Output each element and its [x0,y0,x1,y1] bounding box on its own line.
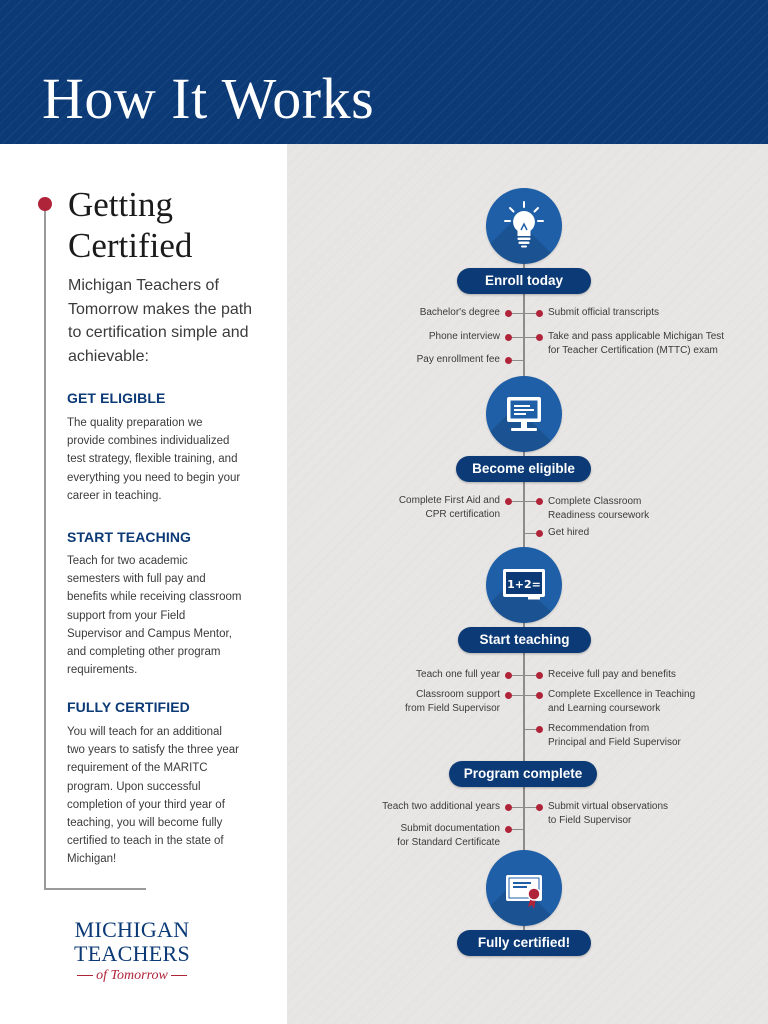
step-program-complete: Program complete [449,761,597,787]
item-two-years: Teach two additional years [382,801,500,812]
brand-logo [66,918,198,984]
item-transcripts: Submit official transcripts [548,307,659,318]
page-title: How It Works [42,66,375,131]
item-fee: Pay enrollment fee [416,354,500,365]
bullet-dot [536,672,543,679]
step-become-eligible: Become eligible [456,456,591,482]
item-recommendation: Recommendation from Principal and Field Supervisor [548,723,681,748]
logo-line-1: MICHIGAN [74,917,190,942]
bullet-dot [505,310,512,317]
item-documentation: Submit documentation for Standard Certificate [397,823,500,848]
chalkboard-icon [486,547,562,623]
side-rule [44,205,46,890]
item-mttc: Take and pass applicable Michigan Test for Teacher Certification (MTTC) exam [548,331,725,356]
item-phone: Phone interview [428,331,500,342]
certificate-icon [486,850,562,926]
computer-monitor-icon [486,376,562,452]
item-first-aid: Complete First Aid and CPR certification [398,495,500,520]
item-bachelors: Bachelor's degree [419,307,500,318]
start-teaching-title: START TEACHING [67,529,192,545]
fully-certified-title: FULLY CERTIFIED [67,699,190,715]
bullet-dot [505,357,512,364]
bullet-dot [536,804,543,811]
logo-line-3: of Tomorrow [66,968,198,984]
bullet-dot [536,726,543,733]
step-fully-certified: Fully certified! [457,930,591,956]
bullet-dot [505,826,512,833]
section-heading [68,184,268,266]
bullet-dot [536,530,543,537]
step-start-teaching: Start teaching [458,627,591,653]
item-excellence: Complete Excellence in Teaching and Learning coursework [548,689,696,714]
start-teaching-body: Teach for two academic semesters with full pay and benefits while receiving classroom support from your Field Supervisor and Campus Mentor, and completing other program requirements. [67,555,242,677]
page-header [0,0,768,144]
get-eligible-body: The quality preparation we provide combines individualized test strategy, flexible training, and everything you need to begin your career in teaching. [67,417,241,502]
item-get-hired: Get hired [548,527,590,538]
bullet-dot [536,310,543,317]
bullet-dot [536,692,543,699]
fully-certified-body: You will teach for an additional two years to satisfy the three year requirement of the MARITC program. Upon successful completion of your third year of teaching, you will become fully certified to teach in the state of Michigan! [67,726,239,866]
bullet-dot [505,692,512,699]
bullet-dot [505,498,512,505]
bullet-dot [536,334,543,341]
side-rule-foot [44,888,146,890]
heading-line-1: Getting [68,185,173,224]
item-classroom-support: Classroom support from Field Supervisor [404,689,500,714]
intro-text: Michigan Teachers of Tomorrow makes the path to certification simple and achievable: [68,277,253,365]
bullet-dot [505,804,512,811]
item-full-pay: Receive full pay and benefits [548,669,676,680]
get-eligible-title: GET ELIGIBLE [67,390,166,406]
side-bullet [38,197,52,211]
bullet-dot [505,672,512,679]
bullet-dot [536,498,543,505]
lightbulb-icon [486,188,562,264]
logo-line-2: TEACHERS [73,941,191,966]
svg-text:1+2=: 1+2= [507,578,541,591]
heading-line-2: Certified [68,226,193,265]
item-teach-one-year: Teach one full year [416,669,500,680]
step-enroll: Enroll today [457,268,591,294]
item-virtual-observations: Submit virtual observations to Field Supervisor [548,801,669,826]
item-classroom-readiness: Complete Classroom Readiness coursework [548,496,650,521]
bullet-dot [505,334,512,341]
